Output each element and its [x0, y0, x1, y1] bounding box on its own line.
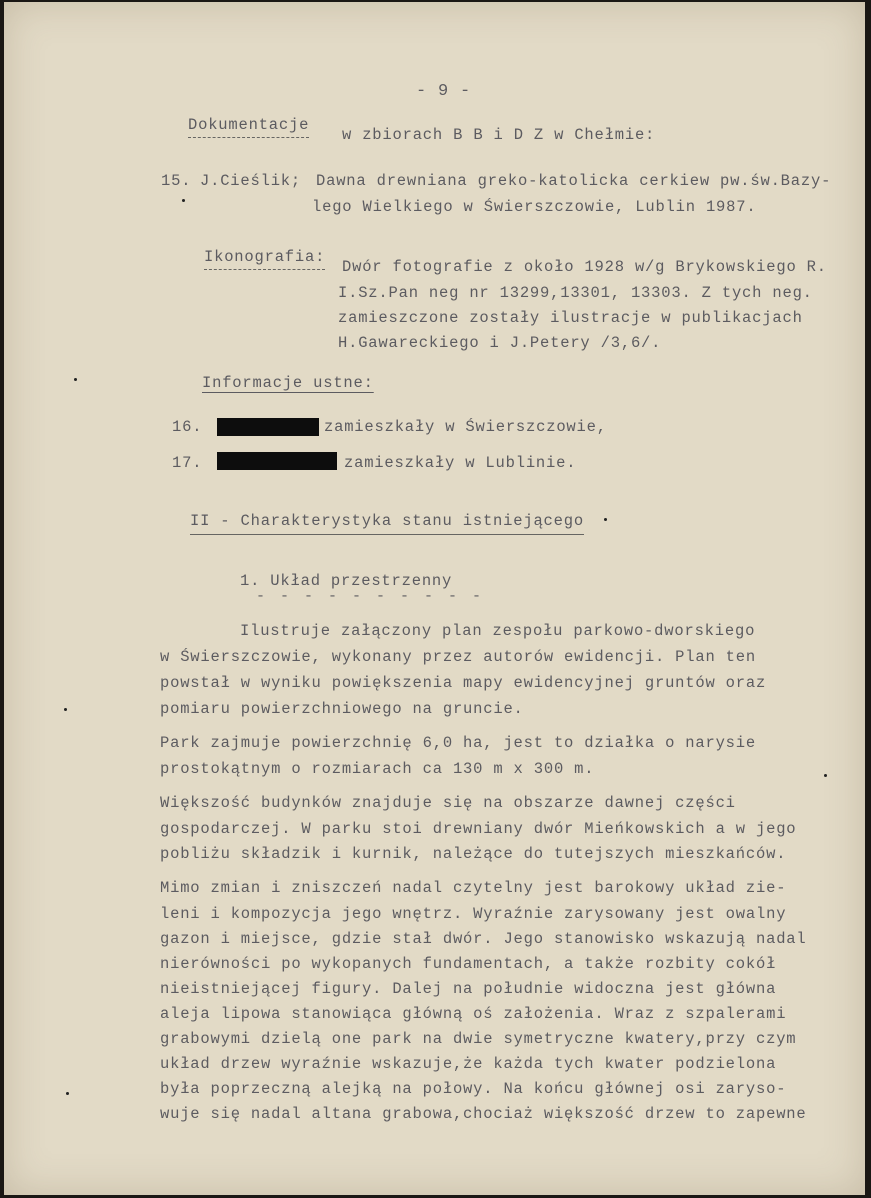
redaction-bar-16: [217, 418, 319, 436]
paper-speck: [824, 774, 827, 777]
paper-speck: [66, 1092, 69, 1095]
page-number: - 9 -: [416, 82, 472, 101]
ikonografia-line-3: zamieszczone zostały ilustracje w publikacjach: [338, 309, 803, 327]
paragraph-4-line-4: nierówności po wykopanych fundamentach, a także rozbity cokół: [160, 955, 777, 973]
paragraph-4-line-3: gazon i miejsce, gdzie stał dwór. Jego stanowisko wskazują nadal: [160, 930, 807, 948]
ikonografia-line-1: Dwór fotografie z około 1928 w/g Brykowskiego R.: [342, 258, 827, 276]
informacje-label: Informacje ustne:: [202, 374, 374, 392]
informacje-item-17-text: zamieszkały w Lublinie.: [344, 454, 577, 472]
item15-author: J.Cieślik;: [200, 172, 302, 190]
item15-line2: lego Wielkiego w Świerszczowie, Lublin 1987.: [312, 198, 757, 216]
section-heading: II - Charakterystyka stanu istniejącego: [190, 512, 584, 535]
informacje-item-17-number: 17.: [172, 454, 203, 472]
paragraph-4-line-1: Mimo zmian i zniszczeń nadal czytelny jest barokowy układ zie-: [160, 879, 787, 897]
paragraph-4-line-8: układ drzew wyraźnie wskazuje,że każda tych kwater podzielona: [160, 1055, 777, 1073]
paragraph-4-line-6: aleja lipowa stanowiąca główną oś założenia. Wraz z szpalerami: [160, 1005, 787, 1023]
paper-speck: [182, 199, 185, 202]
paragraph-3-line-1: Większość budynków znajduje się na obszarze dawnej części: [160, 794, 736, 812]
paragraph-1-line-3: powstał w wyniku powiększenia mapy ewidencyjnej gruntów oraz: [160, 674, 767, 692]
paragraph-1-line-4: pomiaru powierzchniowego na gruncie.: [160, 700, 524, 718]
paragraph-4-line-5: nieistniejącej figury. Dalej na południe widoczna jest główna: [160, 980, 777, 998]
paper-speck: [64, 708, 67, 711]
paper-speck: [604, 518, 607, 521]
ikonografia-line-4: H.Gawareckiego i J.Petery /3,6/.: [338, 334, 662, 352]
subsection-heading: 1. Układ przestrzenny: [240, 572, 453, 590]
dokumentacje-text: w zbiorach B B i D Z w Chełmie:: [342, 126, 656, 144]
paragraph-2-line-2: prostokątnym o rozmiarach ca 130 m x 300 m.: [160, 760, 595, 778]
informacje-item-16-number: 16.: [172, 418, 203, 436]
paragraph-4-line-7: grabowymi dzielą one park na dwie symetryczne kwatery,przy czym: [160, 1030, 797, 1048]
redaction-bar-17: [217, 452, 337, 470]
paragraph-4-line-10: wuje się nadal altana grabowa,chociaż większość drzew to zapewne: [160, 1105, 807, 1123]
paragraph-1-line-2: w Świerszczowie, wykonany przez autorów ewidencji. Plan ten: [160, 648, 756, 666]
paragraph-3-line-3: pobliżu składzik i kurnik, należące do tutejszych mieszkańców.: [160, 845, 787, 863]
document-page: [4, 2, 865, 1195]
dokumentacje-label: Dokumentacje: [188, 116, 309, 138]
paragraph-4-line-2: leni i kompozycja jego wnętrz. Wyraźnie zarysowany jest owalny: [160, 905, 787, 923]
paragraph-2-line-1: Park zajmuje powierzchnię 6,0 ha, jest to działka o narysie: [160, 734, 756, 752]
subsection-underline: - - - - - - - - - -: [256, 588, 485, 605]
paragraph-4-line-9: była poprzeczną alejką na połowy. Na końcu głównej osi zaryso-: [160, 1080, 787, 1098]
item15-number: 15.: [161, 172, 192, 190]
ikonografia-line-2: I.Sz.Pan neg nr 13299,13301, 13303. Z tych neg.: [338, 284, 813, 302]
paper-speck: [74, 378, 77, 381]
ikonografia-label: Ikonografia:: [204, 248, 325, 270]
paragraph-3-line-2: gospodarczej. W parku stoi drewniany dwór Mieńkowskich a w jego: [160, 820, 797, 838]
paragraph-1-line-1: Ilustruje załączony plan zespołu parkowo-dworskiego: [240, 622, 756, 640]
item15-line1: Dawna drewniana greko-katolicka cerkiew pw.św.Bazy-: [316, 172, 832, 190]
informacje-item-16-text: zamieszkały w Świerszczowie,: [324, 418, 607, 436]
